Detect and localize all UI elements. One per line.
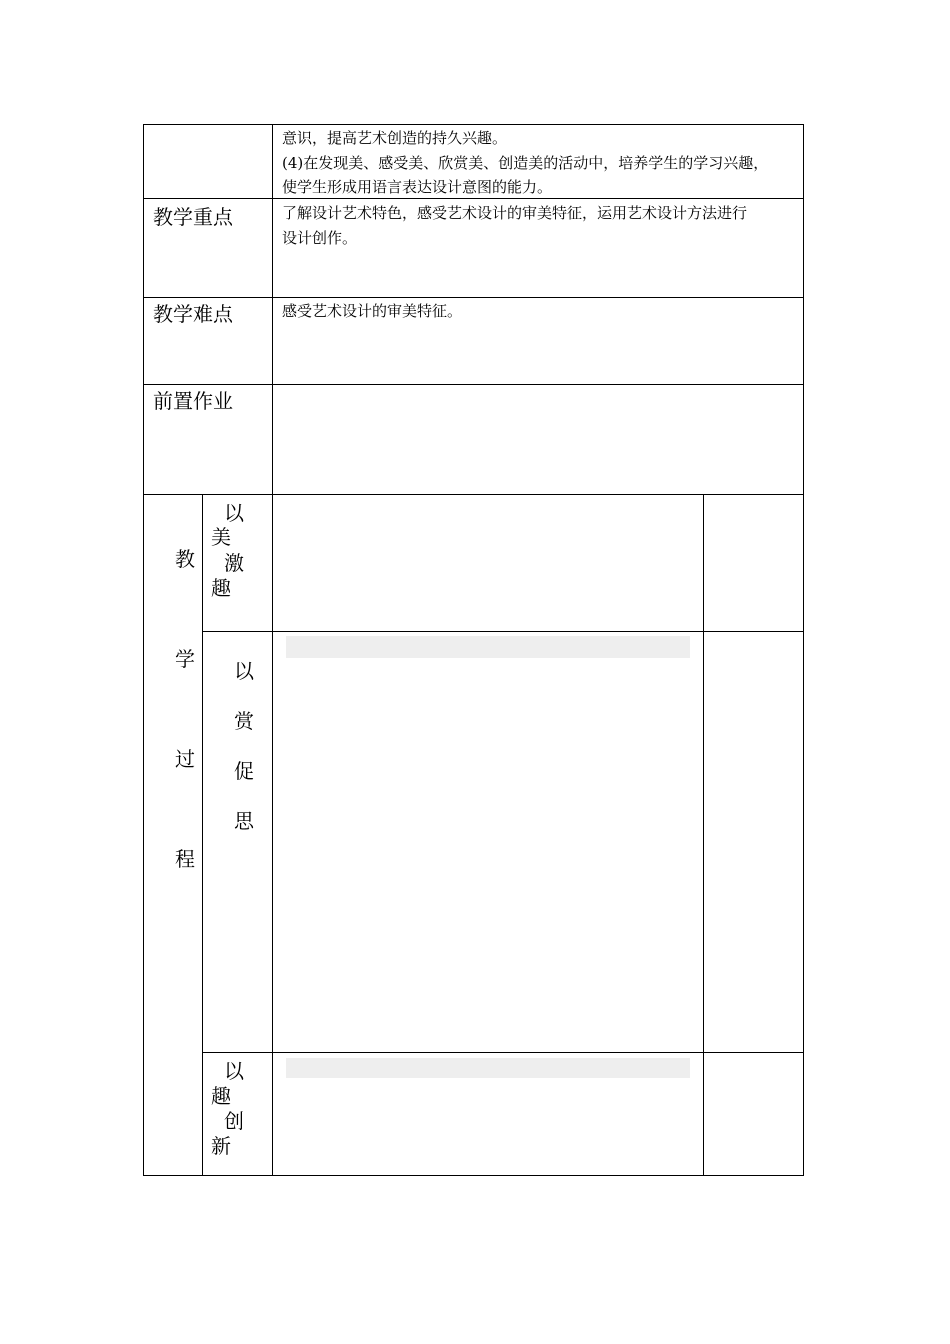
stage-divider — [202, 1052, 804, 1053]
difficulties-text: 感受艺术设计的审美特征。 — [282, 302, 463, 320]
stage2-char: 以 — [234, 659, 254, 683]
process-label-divider — [202, 494, 203, 1176]
difficulties-label: 教学难点 — [153, 302, 233, 326]
stage1-char: 美 — [211, 525, 231, 549]
objectives-line-1: 意识，提高艺术创造的持久兴趣。 — [282, 129, 508, 147]
table-top-border — [143, 124, 804, 125]
pre-homework-label: 前置作业 — [153, 389, 233, 413]
process-label-char: 学 — [175, 647, 195, 671]
stage3-char: 以 — [224, 1059, 244, 1083]
table-left-border — [143, 124, 144, 1176]
stage3-char: 趣 — [211, 1084, 231, 1108]
stage3-content-placeholder — [286, 1058, 690, 1078]
stage1-char: 激 — [224, 551, 244, 575]
process-label-char: 教 — [175, 547, 195, 571]
objectives-line-3: 使学生形成用语言表达设计意图的能力。 — [282, 178, 553, 196]
objectives-line-2: (4)在发现美、感受美、欣赏美、创造美的活动中，培养学生的学习兴趣， — [282, 154, 769, 172]
stage2-char: 促 — [234, 759, 254, 783]
process-label-char: 过 — [175, 747, 195, 771]
stage1-char: 以 — [224, 501, 244, 525]
process-label-char: 程 — [175, 847, 195, 871]
stage1-char: 趣 — [211, 576, 231, 600]
table-right-border — [803, 124, 804, 1176]
notes-column-divider — [703, 494, 704, 1176]
row-divider — [143, 297, 804, 298]
key-points-line-1: 了解设计艺术特色，感受艺术设计的审美特征，运用艺术设计方法进行 — [282, 204, 748, 222]
stage3-char: 新 — [211, 1134, 231, 1158]
stage-divider — [202, 631, 804, 632]
stage2-char: 思 — [234, 809, 254, 833]
stage2-content-placeholder — [286, 636, 690, 658]
key-points-line-2: 设计创作。 — [282, 229, 358, 247]
stage3-char: 创 — [224, 1109, 244, 1133]
stage2-char: 赏 — [234, 709, 254, 733]
table-bottom-border — [143, 1175, 804, 1176]
row-divider — [143, 494, 804, 495]
label-column-divider — [272, 124, 273, 1176]
key-points-label: 教学重点 — [153, 205, 233, 229]
row-divider — [143, 384, 804, 385]
